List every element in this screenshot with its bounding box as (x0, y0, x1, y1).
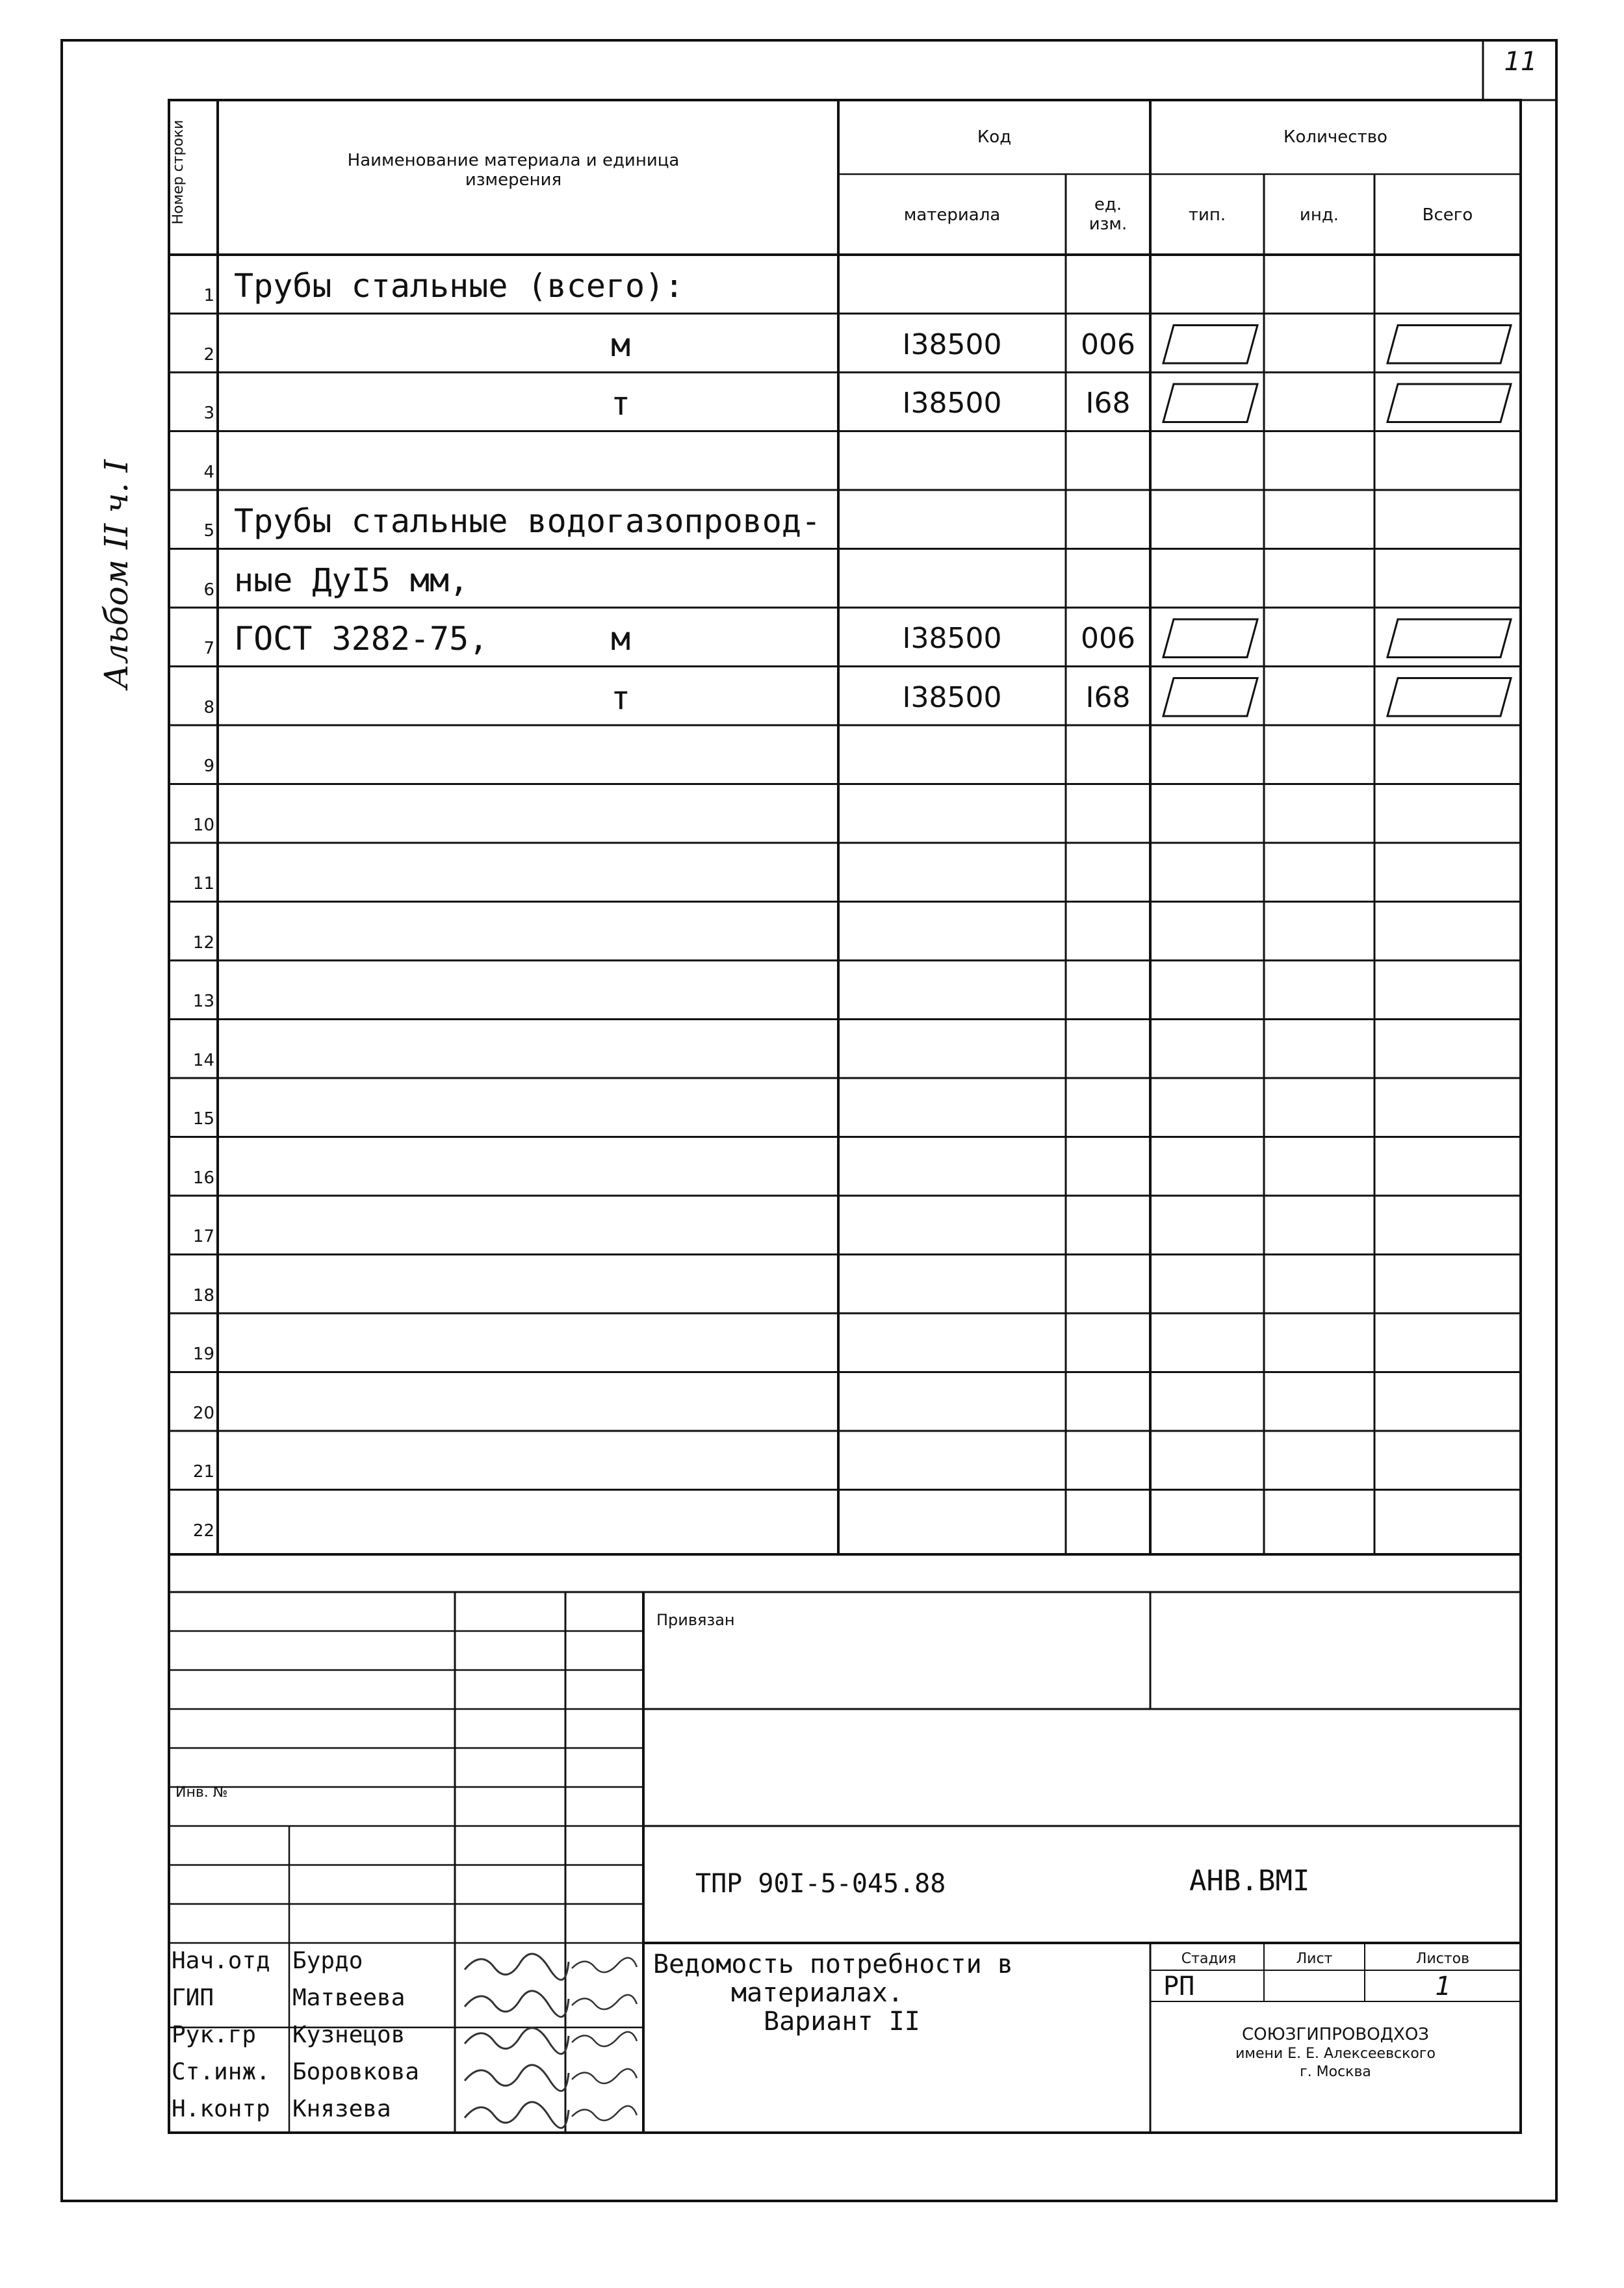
signature-name: Кузнецов (292, 2022, 406, 2048)
handwritten-signature (465, 2102, 569, 2128)
stage-label: Стадия (1181, 1951, 1237, 1967)
header-qty-group: Количество (1283, 127, 1387, 147)
org-line-1: СОЮЗГИПРОВОДХОЗ (1242, 2025, 1429, 2044)
header-row-number: Номер строки (170, 120, 187, 225)
row-number: 13 (192, 992, 214, 1011)
handwritten-signature (465, 2028, 569, 2054)
row-name: ные ДуI5 мм, (234, 561, 469, 599)
row-number: 10 (192, 815, 214, 835)
row-number: 1 (203, 286, 214, 305)
row-number: 16 (192, 1168, 214, 1188)
handwritten-date (572, 2069, 637, 2083)
privyazan-label: Привязан (656, 1611, 735, 1629)
row-number: 15 (192, 1109, 214, 1129)
row-number: 20 (192, 1403, 214, 1423)
row-unit-code: 006 (1081, 622, 1135, 655)
row-number: 21 (192, 1462, 214, 1482)
header-name: Наименование материала и единица измерения (347, 151, 680, 190)
title-line-2: материалах. (731, 1978, 903, 2008)
signature-role: ГИП (172, 1985, 214, 2011)
doc-code: ТПР 90I-5-045.88 (695, 1869, 946, 1899)
quantity-placeholder-box (1163, 326, 1257, 364)
signature-role: Нач.отд (172, 1947, 270, 1974)
row-name: Трубы стальные водогазопровод- (234, 502, 821, 540)
header-code-unit: ед. изм. (1089, 195, 1128, 234)
row-material-code: I38500 (902, 387, 1002, 420)
row-unit: т (611, 678, 631, 717)
quantity-placeholder-box (1387, 384, 1511, 422)
handwritten-date (572, 1958, 637, 1972)
signature-name: Матвеева (292, 1985, 406, 2011)
row-unit-code: I68 (1085, 680, 1131, 714)
row-material-code: I38500 (902, 328, 1002, 361)
quantity-placeholder-box (1163, 678, 1257, 717)
handwritten-date (572, 1995, 637, 2009)
row-number: 18 (192, 1285, 214, 1305)
row-material-code: I38500 (902, 680, 1002, 714)
inv-no-label: Инв. № (175, 1784, 228, 1801)
header-qty-ind: инд. (1299, 205, 1339, 225)
handwritten-signature (465, 2065, 569, 2091)
signature-name: Боровкова (292, 2059, 420, 2085)
row-number: 6 (203, 580, 214, 600)
row-number: 2 (203, 344, 214, 365)
row-unit: м (611, 326, 631, 364)
row-number: 11 (192, 874, 214, 893)
sheets-label: Листов (1415, 1951, 1470, 1967)
row-number: 4 (203, 462, 214, 482)
row-unit-code: I68 (1085, 387, 1131, 420)
row-number: 14 (192, 1050, 214, 1070)
org-line-2: имени Е. Е. Алексеевского (1235, 2046, 1436, 2062)
signature-role: Н.контр (172, 2096, 270, 2122)
row-name: Трубы стальные (всего): (234, 267, 684, 305)
handwritten-date (572, 2032, 637, 2046)
sheet-label: Лист (1296, 1951, 1333, 1967)
row-number: 17 (192, 1227, 214, 1246)
title-line-3: Вариант II (764, 2007, 920, 2037)
album-label: Альбом II ч. I (97, 459, 135, 689)
signature-name: Бурдо (292, 1947, 363, 1974)
stage-value: РП (1163, 1972, 1195, 2001)
quantity-placeholder-box (1387, 678, 1511, 717)
row-unit-code: 006 (1081, 328, 1135, 361)
quantity-placeholder-box (1163, 619, 1257, 658)
row-number: 7 (203, 639, 214, 658)
row-number: 22 (192, 1521, 214, 1541)
header-code-material: материала (903, 205, 1001, 225)
header-code-group: Код (977, 127, 1012, 147)
row-number: 8 (203, 697, 214, 717)
row-unit: т (611, 385, 631, 422)
handwritten-signature (465, 1991, 569, 2017)
header-qty-total: Всего (1422, 205, 1473, 225)
handwritten-date (572, 2106, 637, 2120)
signature-role: Ст.инж. (172, 2059, 270, 2085)
signature-name: Князева (292, 2096, 391, 2122)
title-line-1: Ведомость потребности в (653, 1949, 1013, 1979)
org-line-3: г. Москва (1300, 2064, 1371, 2080)
header-qty-type: тип. (1188, 205, 1226, 225)
row-number: 19 (192, 1344, 214, 1364)
row-number: 3 (203, 404, 214, 423)
row-number: 9 (203, 756, 214, 776)
row-unit: м (611, 620, 631, 658)
row-number: 5 (203, 521, 214, 541)
signature-role: Рук.гр (172, 2022, 257, 2048)
sheets-value: 1 (1434, 1972, 1451, 2001)
quantity-placeholder-box (1387, 326, 1511, 364)
doc-mark: АНВ.ВМI (1189, 1864, 1310, 1897)
row-material-code: I38500 (902, 622, 1002, 655)
quantity-placeholder-box (1387, 619, 1511, 658)
quantity-placeholder-box (1163, 384, 1257, 422)
handwritten-signature (465, 1954, 569, 1980)
row-number: 12 (192, 932, 214, 953)
sheet-number: 11 (1504, 47, 1538, 77)
row-name: ГОСТ 3282-75, (234, 620, 489, 658)
